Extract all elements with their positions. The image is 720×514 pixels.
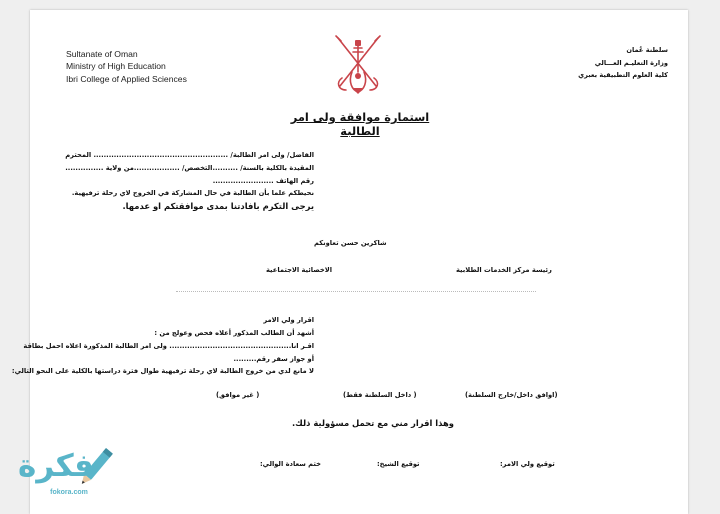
- arabic-header-line-1: سلطنة عُمان: [626, 46, 668, 54]
- declaration-passport: أو جواز سفر رقم.........: [233, 355, 314, 363]
- watermark-logo: فكرة: [18, 448, 94, 484]
- option-inside-only: ( داخل السلطنة فقط): [343, 391, 417, 399]
- english-header: [66, 48, 187, 85]
- signature-wali-stamp: ختم سعادة الوالي:: [260, 460, 321, 468]
- signature-social-worker: الاخصائية الاجتماعية: [266, 266, 332, 274]
- declaration-responsibility: وهذا اقرار مني مع تحمل مسؤولية ذلك.: [292, 418, 454, 428]
- declaration-confirm: اقـر انا................................................ ولى امر الطالبة المذكورة اعلاه احمل بطاقة: [23, 342, 314, 350]
- english-header-line-1: Sultanate of Oman: [66, 49, 138, 59]
- thanks-line: شاكرين حسن تعاونكم: [314, 239, 387, 247]
- arabic-header-line-2: وزارة التعليـم العـــالي: [594, 58, 668, 67]
- signature-services-head: رئيسة مركز الخدمات الطلابية: [456, 266, 552, 274]
- form-title: استمارة موافقة ولى امر الطالبة: [290, 110, 430, 138]
- phone-line: رقم الهاتف ........................: [212, 177, 314, 185]
- arabic-header-line-3: كلية العلوم التطبيقية بعبري: [578, 71, 668, 80]
- document-page: [11, 10, 688, 514]
- section-divider: [176, 291, 536, 292]
- request-line: يرجى التكرم بافادتنا بمدى موافقتكم او عدمها.: [122, 201, 314, 211]
- option-not-agree: ( غير موافق): [216, 391, 260, 399]
- english-header-line-3: Ibri College of Applied Sciences: [66, 73, 187, 84]
- oman-emblem-icon: [330, 32, 386, 96]
- student-line: المقيدة بالكلية بالسنة/ ..........التخصص/ ..................من ولاية ...............: [65, 164, 314, 172]
- arabic-header: [578, 44, 668, 82]
- option-inside-outside: (اوافق داخل/خارج السلطنة): [465, 391, 558, 399]
- guardian-line: الفاضل/ ولى امر الطالبة/ ..................................................... المحترم: [65, 151, 314, 159]
- declaration-heading: اقرار ولي الامر: [263, 316, 314, 324]
- watermark-url: fokora.com: [50, 489, 88, 496]
- english-header-line-2: Ministry of High Education: [66, 61, 166, 72]
- notice-line: نحيطكم علما بأن الطالبة في حال المشاركة في الخروج لاي رحلة ترفيهية.: [71, 189, 314, 197]
- declaration-witness: أشهد أن الطالب المذكور أعلاه فحص وعولج من :: [154, 329, 314, 337]
- signature-guardian: توقيع ولي الامر:: [500, 460, 555, 468]
- signature-sheikh: توقيع الشيخ:: [377, 460, 420, 468]
- declaration-consent: لا مانع لدي من خروج الطالبة لاي رحلة ترفيهية طوال فترة دراستها بالكلية على النحو التالي:: [11, 367, 314, 375]
